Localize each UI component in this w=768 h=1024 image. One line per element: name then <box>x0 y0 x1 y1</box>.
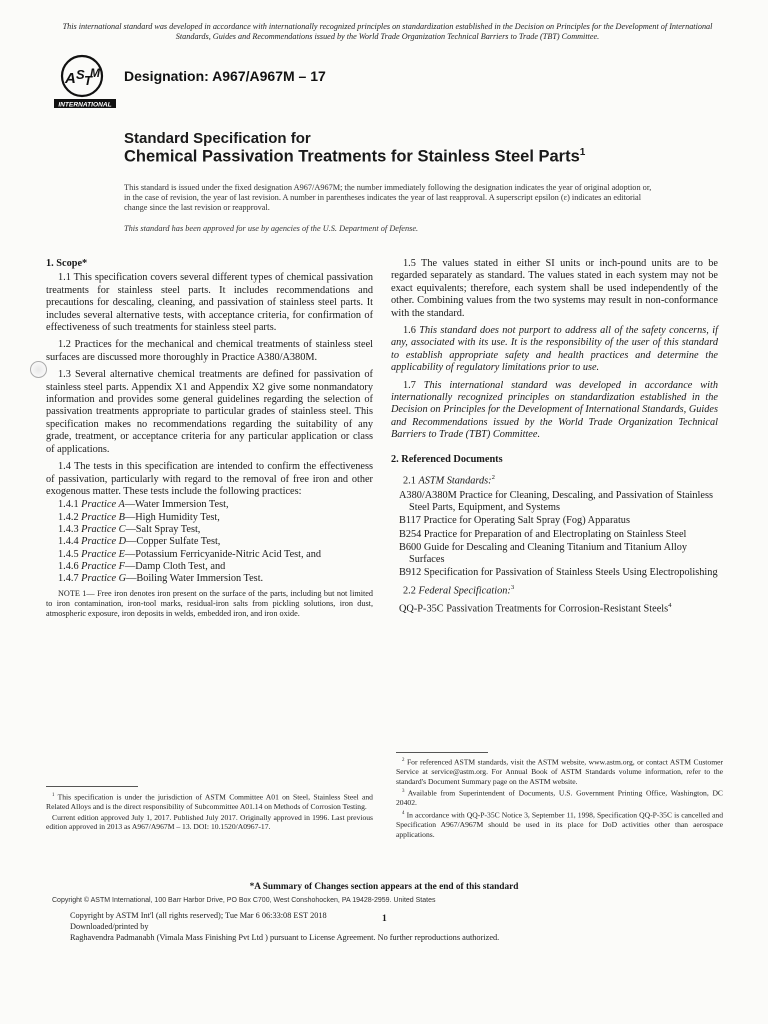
list-item: 1.4.6 Practice F—Damp Cloth Test, and <box>58 560 226 572</box>
summary-of-changes-notice: *A Summary of Changes section appears at the end of this standard <box>249 882 519 892</box>
svg-text:M: M <box>90 66 100 80</box>
reference-item: B600 Guide for Descaling and Cleaning Titanium and Titanium Alloy Surfaces <box>399 541 688 565</box>
section-heading-scope: 1. Scope* <box>46 258 88 269</box>
right-column <box>391 258 718 617</box>
footnote-rule <box>46 786 138 787</box>
list-item: 1.4.7 Practice G—Boiling Water Immersion Test. <box>58 573 264 585</box>
paragraph: 1.5 The values stated in either SI units or inch-pound units are to be regarded separately as standard. The values stated in each system may not be exact equivalents; therefore, each system shall be used independently of the other. Combining values from the two systems may result in non-conformance with the standard. <box>391 258 718 319</box>
footnotes-right <box>396 752 723 840</box>
list-item: 1.4.4 Practice D—Copper Sulfate Test, <box>58 536 221 548</box>
list-item: 1.4.1 Practice A—Water Immersion Test, <box>58 499 229 511</box>
footnote-rule <box>396 752 488 753</box>
title-line-1: Standard Specification for <box>124 130 311 147</box>
svg-text:INTERNATIONAL: INTERNATIONAL <box>58 101 112 109</box>
paragraph: 1.1 This specification covers several different types of chemical passivation treatments for stainless steel parts. It includes recommendations and precautions for descaling, cleaning, and passivation of stainless steel parts. It includes several alternative tests, with acceptance criteria, for confirmation of effectiveness of such treatments for stainless steel parts. <box>46 272 373 334</box>
paragraph: 1.7 This international standard was developed in accordance with internationally recognized principles on standardization established in the Decision on Principles for the Development of International Standards, Guides and Recommendations issued by the World Trade Organization Technical Barriers to Trade (TBT) Committee. <box>391 379 718 441</box>
list-item: 1.4.2 Practice B—High Humidity Test, <box>58 511 220 523</box>
copyright-line: Copyright © ASTM International, 100 Barr Harbor Drive, PO Box C700, West Conshohocken, PA 19428-2959. United States <box>52 897 436 904</box>
footnotes-left <box>46 786 373 833</box>
list-item: 1.4.3 Practice C—Salt Spray Test, <box>58 523 201 535</box>
designation: Designation: A967/A967M – 17 <box>124 68 326 84</box>
note-1: NOTE 1— Free iron denotes iron present on the surface of the parts, including but not limited to iron contamination, iron-tool marks, residual-iron salts from pickling solutions, iron dust, atmospheric exposure, iron deposits in welds, embedded iron, and iron oxide. <box>46 589 373 618</box>
svg-text:A: A <box>65 70 76 87</box>
svg-text:S: S <box>76 67 85 82</box>
reference-item: B254 Practice for Preparation of and Electroplating on Stainless Steel <box>399 528 687 540</box>
footnote: $^2$ For referenced ASTM standards, visit the ASTM website, www.astm.org, or contact ASTM Customer Service at service@astm.org. For Annual Book of ASTM Standards volume information, refer to the standard's Document Summary page on the ASTM website. <box>396 757 723 786</box>
reference-item: A380/A380M Practice for Cleaning, Descaling, and Passivation of Stainless Steel Parts, Equipment, and Systems <box>399 489 713 514</box>
license-line: Downloaded/printed by <box>70 922 149 931</box>
paragraph: 1.2 Practices for the mechanical and chemical treatments of stainless steel surfaces are discussed more thoroughly in Practice A380/A380M. <box>46 339 373 363</box>
paragraph: 1.3 Several alternative chemical treatments are defined for passivation of stainless steel parts. Appendix X1 and Appendix X2 give some nonmandatory information and provides some general guidelines regarding the selection of passivation treatments appropriate to particular grades of stainless steel. This specification makes no recommendations regarding the suitability of any grade, treatment, or acceptance criteria for any particular application or class of applications. <box>46 369 373 455</box>
footnote: $^1$ This specification is under the jurisdiction of ASTM Committee A01 on Steel, Stainless Steel and Related Alloys and is the direct responsibility of Subcommittee A01.14 on Methods of Corrosion Testing. <box>46 792 373 812</box>
astm-logo-icon <box>52 52 118 110</box>
reference-item: B117 Practice for Operating Salt Spray (Fog) Apparatus <box>399 515 630 527</box>
license-line: Copyright by ASTM Int'l (all rights reserved); Tue Mar 6 06:33:08 EST 2018 <box>70 911 327 920</box>
page-number: 1 <box>382 914 387 924</box>
subsection-federal-specification: 2.2 Federal Specification:$^3$ <box>403 584 515 597</box>
paragraph: 1.6 This standard does not purport to address all of the safety concerns, if any, associated with its use. It is the responsibility of the user of this standard to establish appropriate safety and health practices and determine the applicability of regulatory limitations prior to use. <box>391 325 718 374</box>
paragraph: 1.4 The tests in this specification are intended to confirm the effectiveness of passivation, particularly with regard to the removal of free iron and other exogenous matter. These tests include the following practices: <box>46 461 373 497</box>
reference-item: QQ-P-35C Passivation Treatments for Corrosion-Resistant Steels$^4$ <box>399 602 672 615</box>
top-notice: This international standard was developed in accordance with internationally recognized principles on standardization established in the Decision on Principles for the Development of International Standards, Guides and Recommendations issued by the World Trade Organization Technical Barriers to Trade (TBT) Committee. <box>62 22 713 41</box>
reference-item: B912 Specification for Passivation of Stainless Steels Using Electropolishing <box>399 567 718 579</box>
footnote: Current edition approved July 1, 2017. Published July 2017. Originally approved in 1996. Last previous edition approved in 2013 as A967/A967M – 13. DOI: 10.1520/A0967-17. <box>46 812 373 832</box>
footnote: $^3$ Available from Superintendent of Documents, U.S. Government Printing Office, Washington, DC 20402. <box>396 788 723 808</box>
license-line: Raghavendra Padmanabh (Vimala Mass Finishing Pvt Ltd ) pursuant to License Agreement. No further reproductions authorized. <box>70 933 500 942</box>
punch-hole-mark <box>30 361 47 378</box>
subsection-astm-standards: 2.1 ASTM Standards:$^2$ <box>403 474 495 487</box>
section-heading-referenced-documents: 2. Referenced Documents <box>391 453 503 465</box>
issue-note: This standard is issued under the fixed designation A967/A967M; the number immediately following the designation indicates the year of original adoption or, in the case of revision, the year of last revision. A number in parentheses indicates the year of last reapproval. A superscript epsilon (ε) indicates an editorial change since the last revision or reapproval. <box>124 183 652 212</box>
left-column <box>46 258 373 619</box>
license-stamp <box>70 910 670 943</box>
defense-approval-note: This standard has been approved for use by agencies of the U.S. Department of Defense. <box>124 224 419 233</box>
footnote: $^4$ In accordance with QQ-P-35C Notice 3, September 11, 1998, Specification QQ-P-35C is cancelled and Specification A967/A967M should be used in its place for DoD activities other than aerospace applications. <box>396 810 723 839</box>
list-item: 1.4.5 Practice E—Potassium Ferricyanide-Nitric Acid Test, and <box>58 548 322 560</box>
svg-text:T: T <box>84 73 92 88</box>
title-line-2: Chemical Passivation Treatments for Stainless Steel Parts$^1$ <box>124 147 586 166</box>
